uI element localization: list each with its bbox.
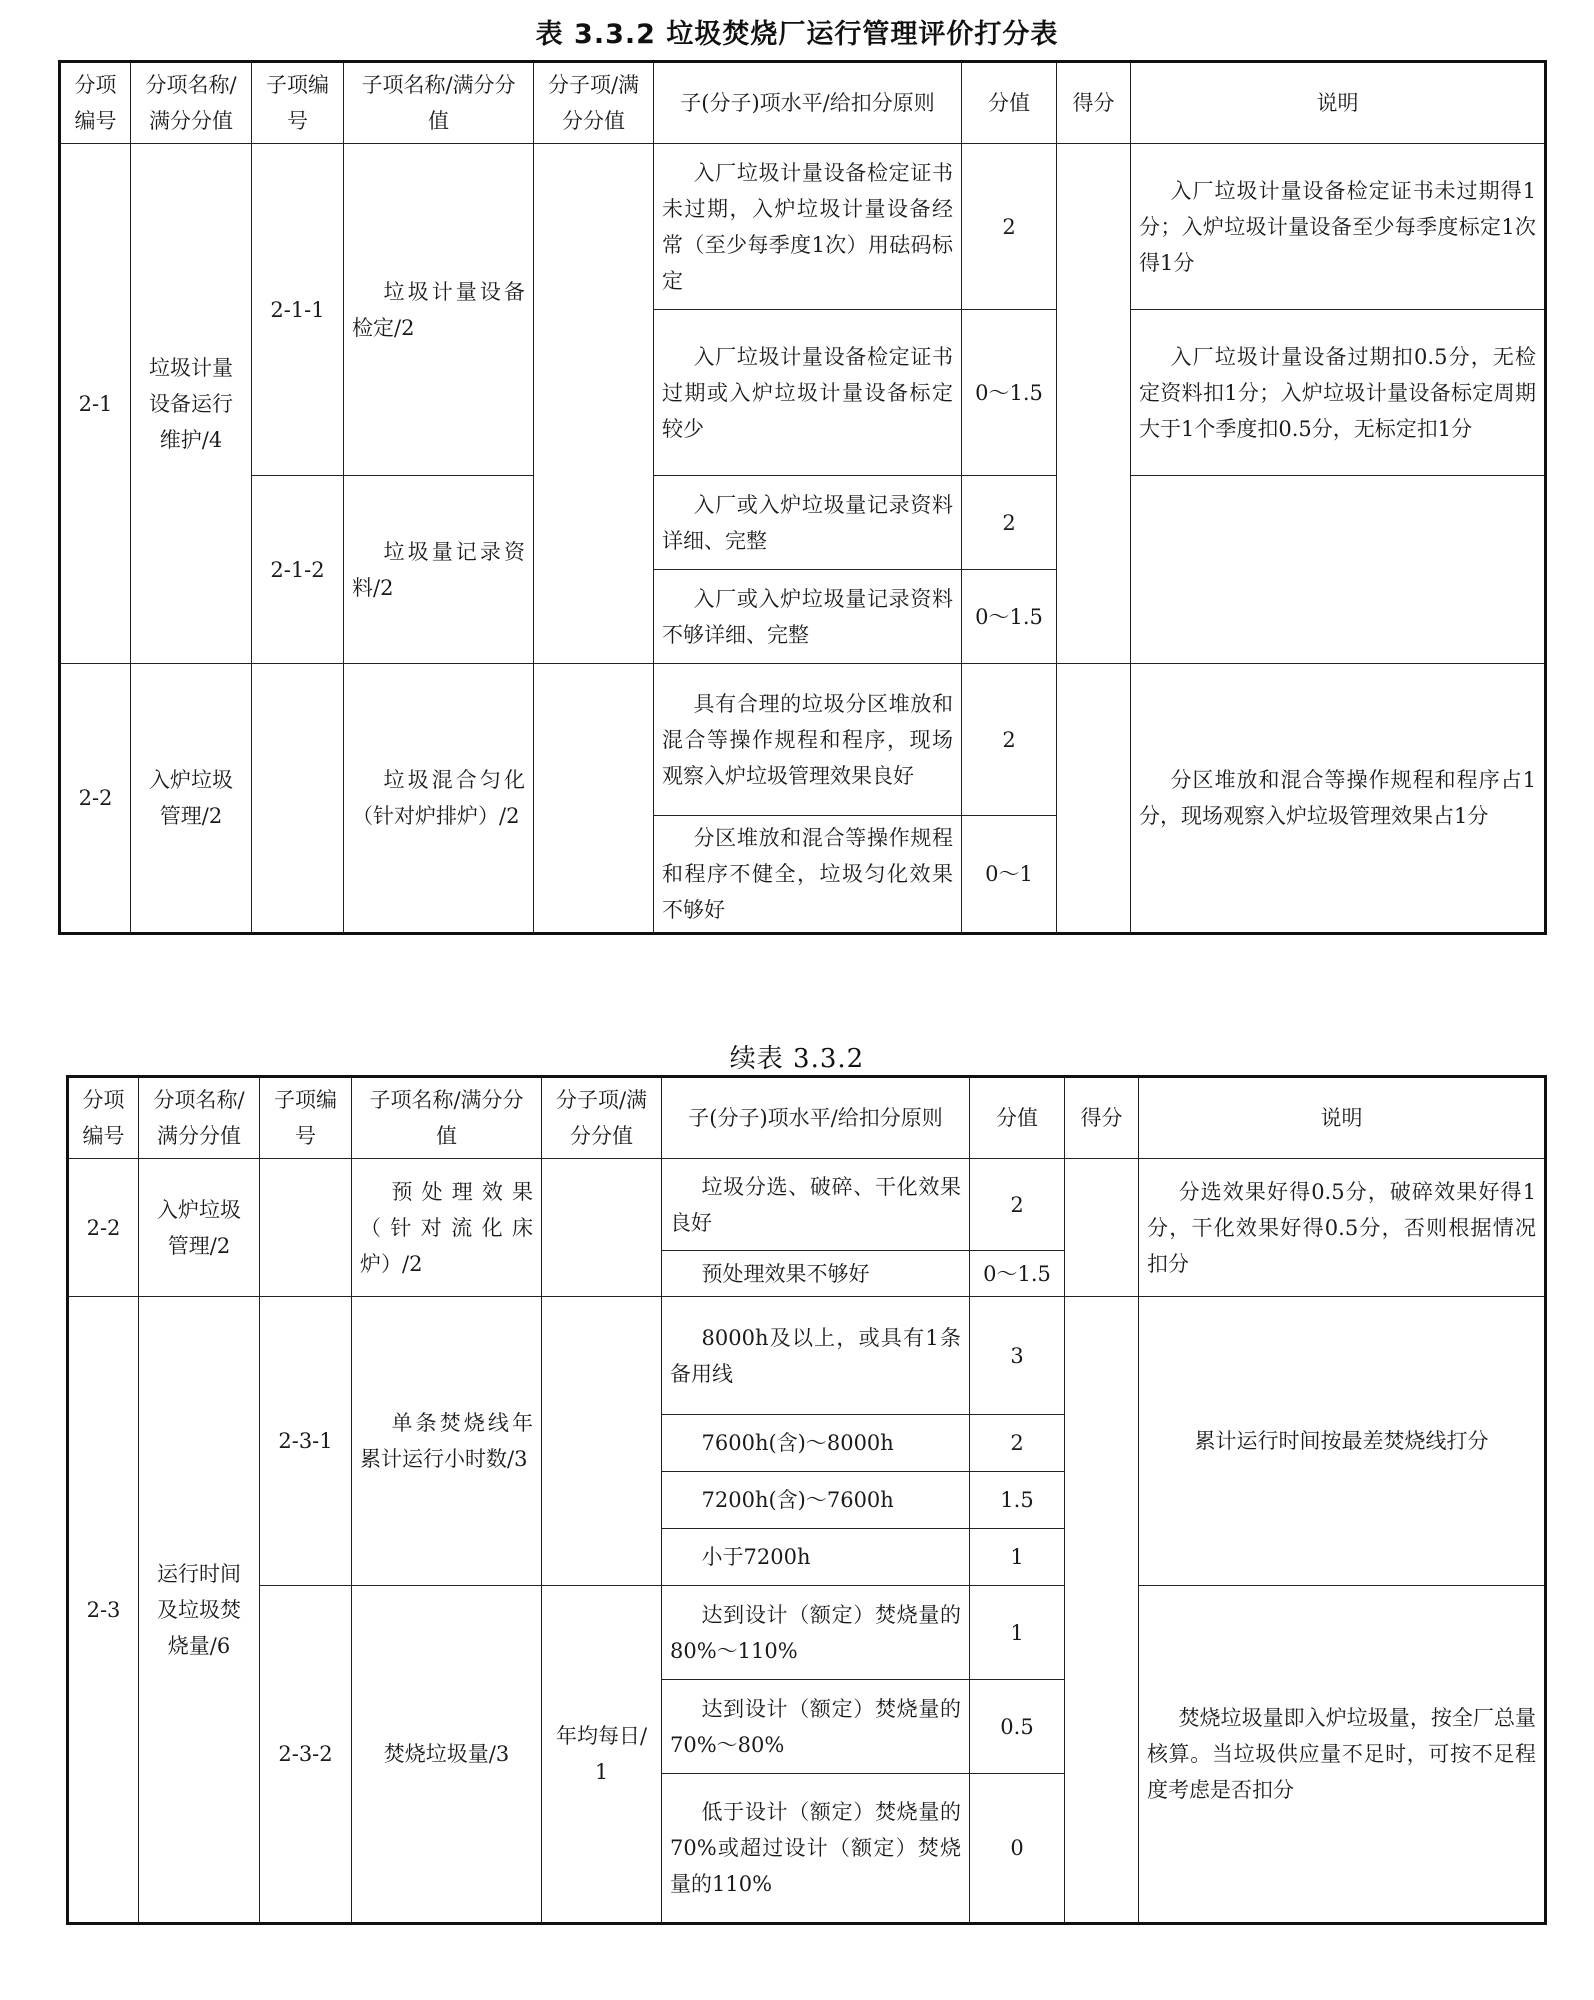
item-no-cell: 2-3 — [68, 1297, 139, 1924]
score-cell: 1 — [970, 1529, 1065, 1586]
level-cell: 入厂或入炉垃圾量记录资料不够详细、完整 — [654, 570, 962, 664]
header-sub-name: 子项名称/满分分值 — [352, 1077, 542, 1159]
table-row — [68, 1159, 1546, 1251]
sub-name-cell: 垃圾计量设备检定/2 — [344, 144, 534, 476]
note-cell: 焚烧垃圾量即入炉垃圾量，按全厂总量核算。当垃圾供应量不足时，可按不足程度考虑是否扣分 — [1139, 1586, 1546, 1924]
got-cell — [1057, 664, 1131, 934]
subsub-cell — [534, 144, 654, 664]
note-cell: 入厂垃圾计量设备过期扣0.5分，无检定资料扣1分；入炉垃圾计量设备标定周期大于1个季度扣0.5分，无标定扣1分 — [1131, 310, 1546, 476]
score-cell: 0～1 — [962, 816, 1057, 934]
header-sub-no: 子项编号 — [260, 1077, 352, 1159]
score-cell: 1 — [970, 1586, 1065, 1680]
item-name-cell: 垃圾计量设备运行维护/4 — [131, 144, 252, 664]
header-score: 分值 — [970, 1077, 1065, 1159]
scoring-table-part1 — [58, 60, 1547, 935]
header-subsub: 分子项/满分分值 — [534, 62, 654, 144]
header-item-name: 分项名称/满分分值 — [131, 62, 252, 144]
header-subsub: 分子项/满分分值 — [542, 1077, 662, 1159]
sub-no-cell: 2-3-2 — [260, 1586, 352, 1924]
table-row — [60, 664, 1546, 816]
level-cell: 具有合理的垃圾分区堆放和混合等操作规程和程序，现场观察入炉垃圾管理效果良好 — [654, 664, 962, 816]
header-sub-no: 子项编号 — [252, 62, 344, 144]
note-cell: 入厂垃圾计量设备检定证书未过期得1分；入炉垃圾计量设备至少每季度标定1次得1分 — [1131, 144, 1546, 310]
header-item-no: 分项编号 — [60, 62, 131, 144]
subsub-cell — [542, 1297, 662, 1586]
level-cell: 达到设计（额定）焚烧量的70%～80% — [662, 1680, 970, 1774]
sub-name-cell: 垃圾量记录资料/2 — [344, 476, 534, 664]
item-name-cell: 入炉垃圾管理/2 — [139, 1159, 260, 1297]
header-got: 得分 — [1065, 1077, 1139, 1159]
header-sub-name: 子项名称/满分分值 — [344, 62, 534, 144]
table-title: 表 3.3.2 垃圾焚烧厂运行管理评价打分表 — [535, 19, 1059, 50]
item-name-cell: 运行时间及垃圾焚烧量/6 — [139, 1297, 260, 1924]
item-no-cell: 2-1 — [60, 144, 131, 664]
score-cell: 2 — [970, 1415, 1065, 1472]
score-cell: 0.5 — [970, 1680, 1065, 1774]
level-cell: 低于设计（额定）焚烧量的70%或超过设计（额定）焚烧量的110% — [662, 1774, 970, 1924]
sub-no-cell: 2-1-1 — [252, 144, 344, 476]
subsub-cell: 年均每日/1 — [542, 1586, 662, 1924]
item-name-cell: 入炉垃圾管理/2 — [131, 664, 252, 934]
sub-no-cell — [260, 1159, 352, 1297]
continued-title: 续表 3.3.2 — [729, 1044, 865, 1074]
level-cell: 入厂垃圾计量设备检定证书过期或入炉垃圾计量设备标定较少 — [654, 310, 962, 476]
sub-name-cell: 预处理效果（针对流化床炉）/2 — [352, 1159, 542, 1297]
sub-name-cell: 焚烧垃圾量/3 — [352, 1586, 542, 1924]
sub-no-cell: 2-1-2 — [252, 476, 344, 664]
header-score: 分值 — [962, 62, 1057, 144]
header-got: 得分 — [1057, 62, 1131, 144]
header-item-no: 分项编号 — [68, 1077, 139, 1159]
score-cell: 0～1.5 — [962, 310, 1057, 476]
got-cell — [1065, 1297, 1139, 1924]
note-cell: 分选效果好得0.5分，破碎效果好得1分，干化效果好得0.5分，否则根据情况扣分 — [1139, 1159, 1546, 1297]
sub-no-cell — [252, 664, 344, 934]
level-cell: 入厂或入炉垃圾量记录资料详细、完整 — [654, 476, 962, 570]
level-cell: 小于7200h — [662, 1529, 970, 1586]
sub-name-cell: 单条焚烧线年累计运行小时数/3 — [352, 1297, 542, 1586]
header-level: 子(分子)项水平/给扣分原则 — [662, 1077, 970, 1159]
header-level: 子(分子)项水平/给扣分原则 — [654, 62, 962, 144]
score-cell: 1.5 — [970, 1472, 1065, 1529]
level-cell: 分区堆放和混合等操作规程和程序不健全，垃圾匀化效果不够好 — [654, 816, 962, 934]
level-cell: 7600h(含)～8000h — [662, 1415, 970, 1472]
table-row — [68, 1297, 1546, 1415]
score-cell: 0～1.5 — [970, 1251, 1065, 1297]
score-cell: 2 — [962, 476, 1057, 570]
item-no-cell: 2-2 — [68, 1159, 139, 1297]
got-cell — [1057, 144, 1131, 664]
table-row — [60, 144, 1546, 310]
got-cell — [1065, 1159, 1139, 1297]
level-cell: 入厂垃圾计量设备检定证书未过期，入炉垃圾计量设备经常（至少每季度1次）用砝码标定 — [654, 144, 962, 310]
level-cell: 垃圾分选、破碎、干化效果良好 — [662, 1159, 970, 1251]
score-cell: 0～1.5 — [962, 570, 1057, 664]
score-cell: 2 — [970, 1159, 1065, 1251]
subsub-cell — [534, 664, 654, 934]
score-cell: 2 — [962, 664, 1057, 816]
header-note: 说明 — [1131, 62, 1546, 144]
subsub-cell — [542, 1159, 662, 1297]
scoring-table-part2 — [66, 1075, 1547, 1925]
note-cell — [1131, 476, 1546, 664]
score-cell: 2 — [962, 144, 1057, 310]
sub-name-cell: 垃圾混合匀化（针对炉排炉）/2 — [344, 664, 534, 934]
level-cell: 7200h(含)～7600h — [662, 1472, 970, 1529]
score-cell: 3 — [970, 1297, 1065, 1415]
table-row — [60, 476, 1546, 570]
level-cell: 达到设计（额定）焚烧量的80%～110% — [662, 1586, 970, 1680]
header-item-name: 分项名称/满分分值 — [139, 1077, 260, 1159]
level-cell: 8000h及以上，或具有1条备用线 — [662, 1297, 970, 1415]
table-header-row — [68, 1077, 1546, 1159]
note-cell: 累计运行时间按最差焚烧线打分 — [1139, 1297, 1546, 1586]
level-cell: 预处理效果不够好 — [662, 1251, 970, 1297]
table-row — [68, 1586, 1546, 1680]
item-no-cell: 2-2 — [60, 664, 131, 934]
note-cell: 分区堆放和混合等操作规程和程序占1分，现场观察入炉垃圾管理效果占1分 — [1131, 664, 1546, 934]
score-cell: 0 — [970, 1774, 1065, 1924]
sub-no-cell: 2-3-1 — [260, 1297, 352, 1586]
header-note: 说明 — [1139, 1077, 1546, 1159]
table-header-row — [60, 62, 1546, 144]
